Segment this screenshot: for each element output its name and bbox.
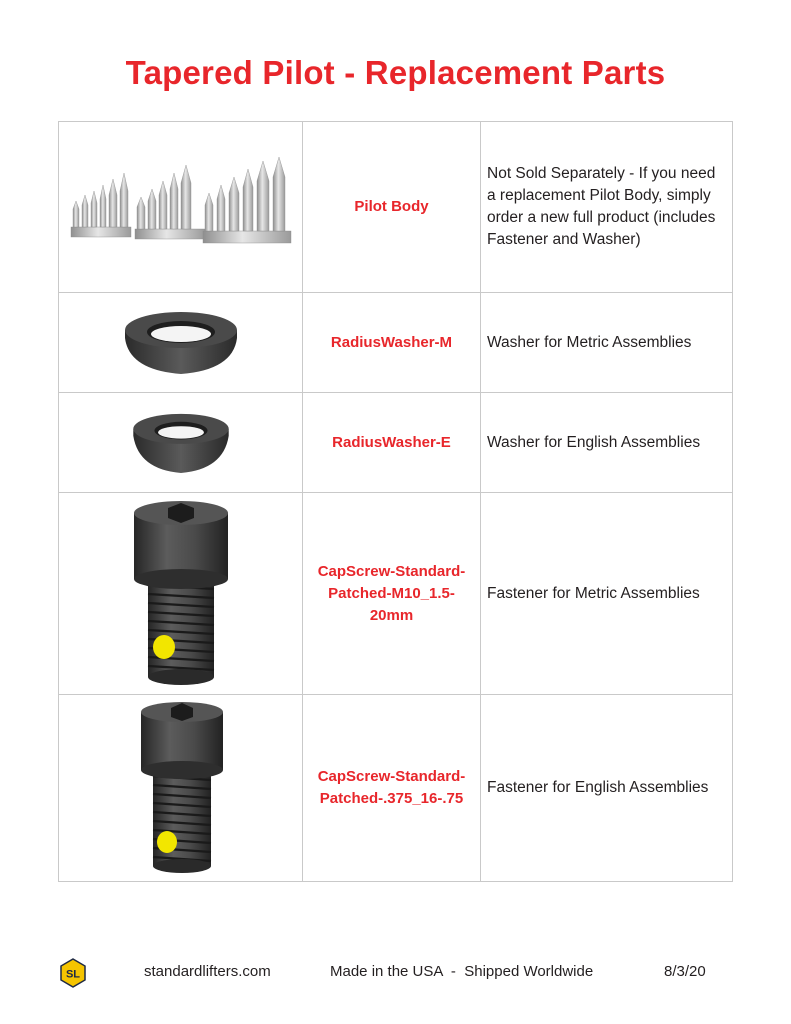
part-name: RadiusWasher-E (303, 393, 481, 493)
cap-screw-icon (126, 499, 236, 689)
table-row (59, 293, 733, 393)
part-name: RadiusWasher-M (303, 293, 481, 393)
pilot-bodies-icon (63, 157, 299, 257)
logo-text: SL (65, 968, 81, 981)
footer-date: 8/3/20 (664, 963, 706, 980)
part-name: CapScrew-Standard-Patched-M10_1.5-20mm (303, 493, 481, 695)
footer-tagline: Made in the USA - Shipped Worldwide (330, 963, 594, 980)
part-description: Not Sold Separately - If you need a replacement Pilot Body, simply order a new full product (includes Fastener and Washer) (481, 122, 733, 293)
standard-lifters-logo (58, 958, 88, 988)
part-description: Washer for Metric Assemblies (481, 293, 733, 393)
part-name: Pilot Body (303, 122, 481, 293)
footer (0, 958, 791, 988)
parts-table (58, 121, 733, 882)
washer-icon (128, 409, 234, 477)
part-description: Fastener for Metric Assemblies (481, 493, 733, 695)
part-image-cell (59, 393, 303, 493)
page-title: Tapered Pilot - Replacement Parts (125, 54, 666, 91)
washer-icon (121, 308, 241, 378)
part-name: CapScrew-Standard-Patched-.375_16-.75 (303, 695, 481, 882)
part-image-cell (59, 122, 303, 293)
table-row (59, 493, 733, 695)
table-row (59, 122, 733, 293)
part-image-cell (59, 493, 303, 695)
footer-website: standardlifters.com (144, 963, 271, 980)
table-row (59, 393, 733, 493)
table-row (59, 695, 733, 882)
part-image-cell (59, 695, 303, 882)
part-description: Fastener for English Assemblies (481, 695, 733, 882)
cap-screw-icon (133, 700, 229, 876)
part-description: Washer for English Assemblies (481, 393, 733, 493)
part-image-cell (59, 293, 303, 393)
